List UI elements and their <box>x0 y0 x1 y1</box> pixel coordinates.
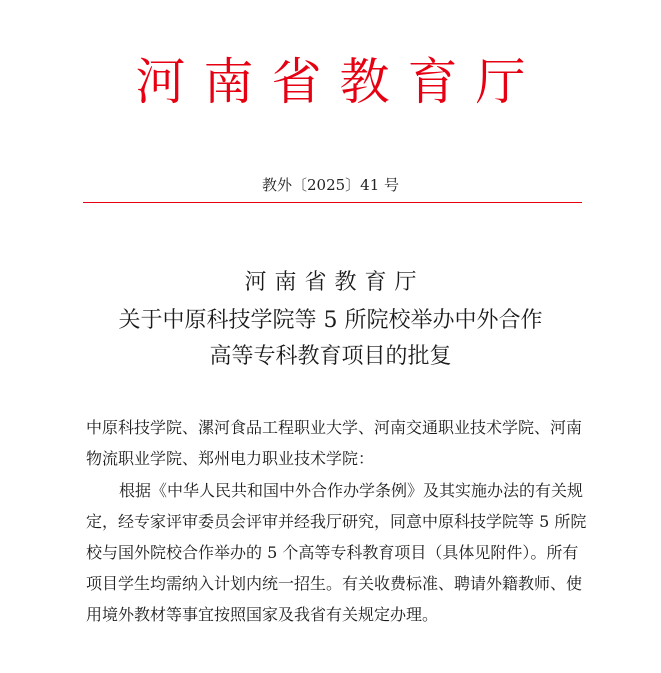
title-line-2: 关于中原科技学院等 5 所院校举办中外合作 <box>118 308 543 333</box>
issuer-heading: 河南省教育厅 <box>135 53 544 111</box>
title-line-1: 河南省教育厅 <box>244 270 425 295</box>
title-line-3: 高等专科教育项目的批复 <box>209 344 452 369</box>
document-number: 教外〔2025〕41 号 <box>261 176 400 194</box>
red-separator-line <box>83 202 582 203</box>
body-paragraph <box>86 475 591 630</box>
paragraph-text: 根据《中华人民共和国中外合作办学条例》及其实施办法的有关规定，经专家评审委员会评审并经我厅研究，同意中原科技学院等 5 所院校与国外院校合作举办的 5 个高等专科教育项目（具体见附件）。所有项目学生均需纳入计划内统一招生。有关收费标准、聘请外籍教师、使用境外教材等事宜按照国家及我省有关规定办理。 <box>86 481 587 624</box>
addressee: 中原科技学院、漯河食品工程职业大学、河南交通职业技术学院、河南物流职业学院、郑州电力职业技术学院： <box>86 418 583 468</box>
